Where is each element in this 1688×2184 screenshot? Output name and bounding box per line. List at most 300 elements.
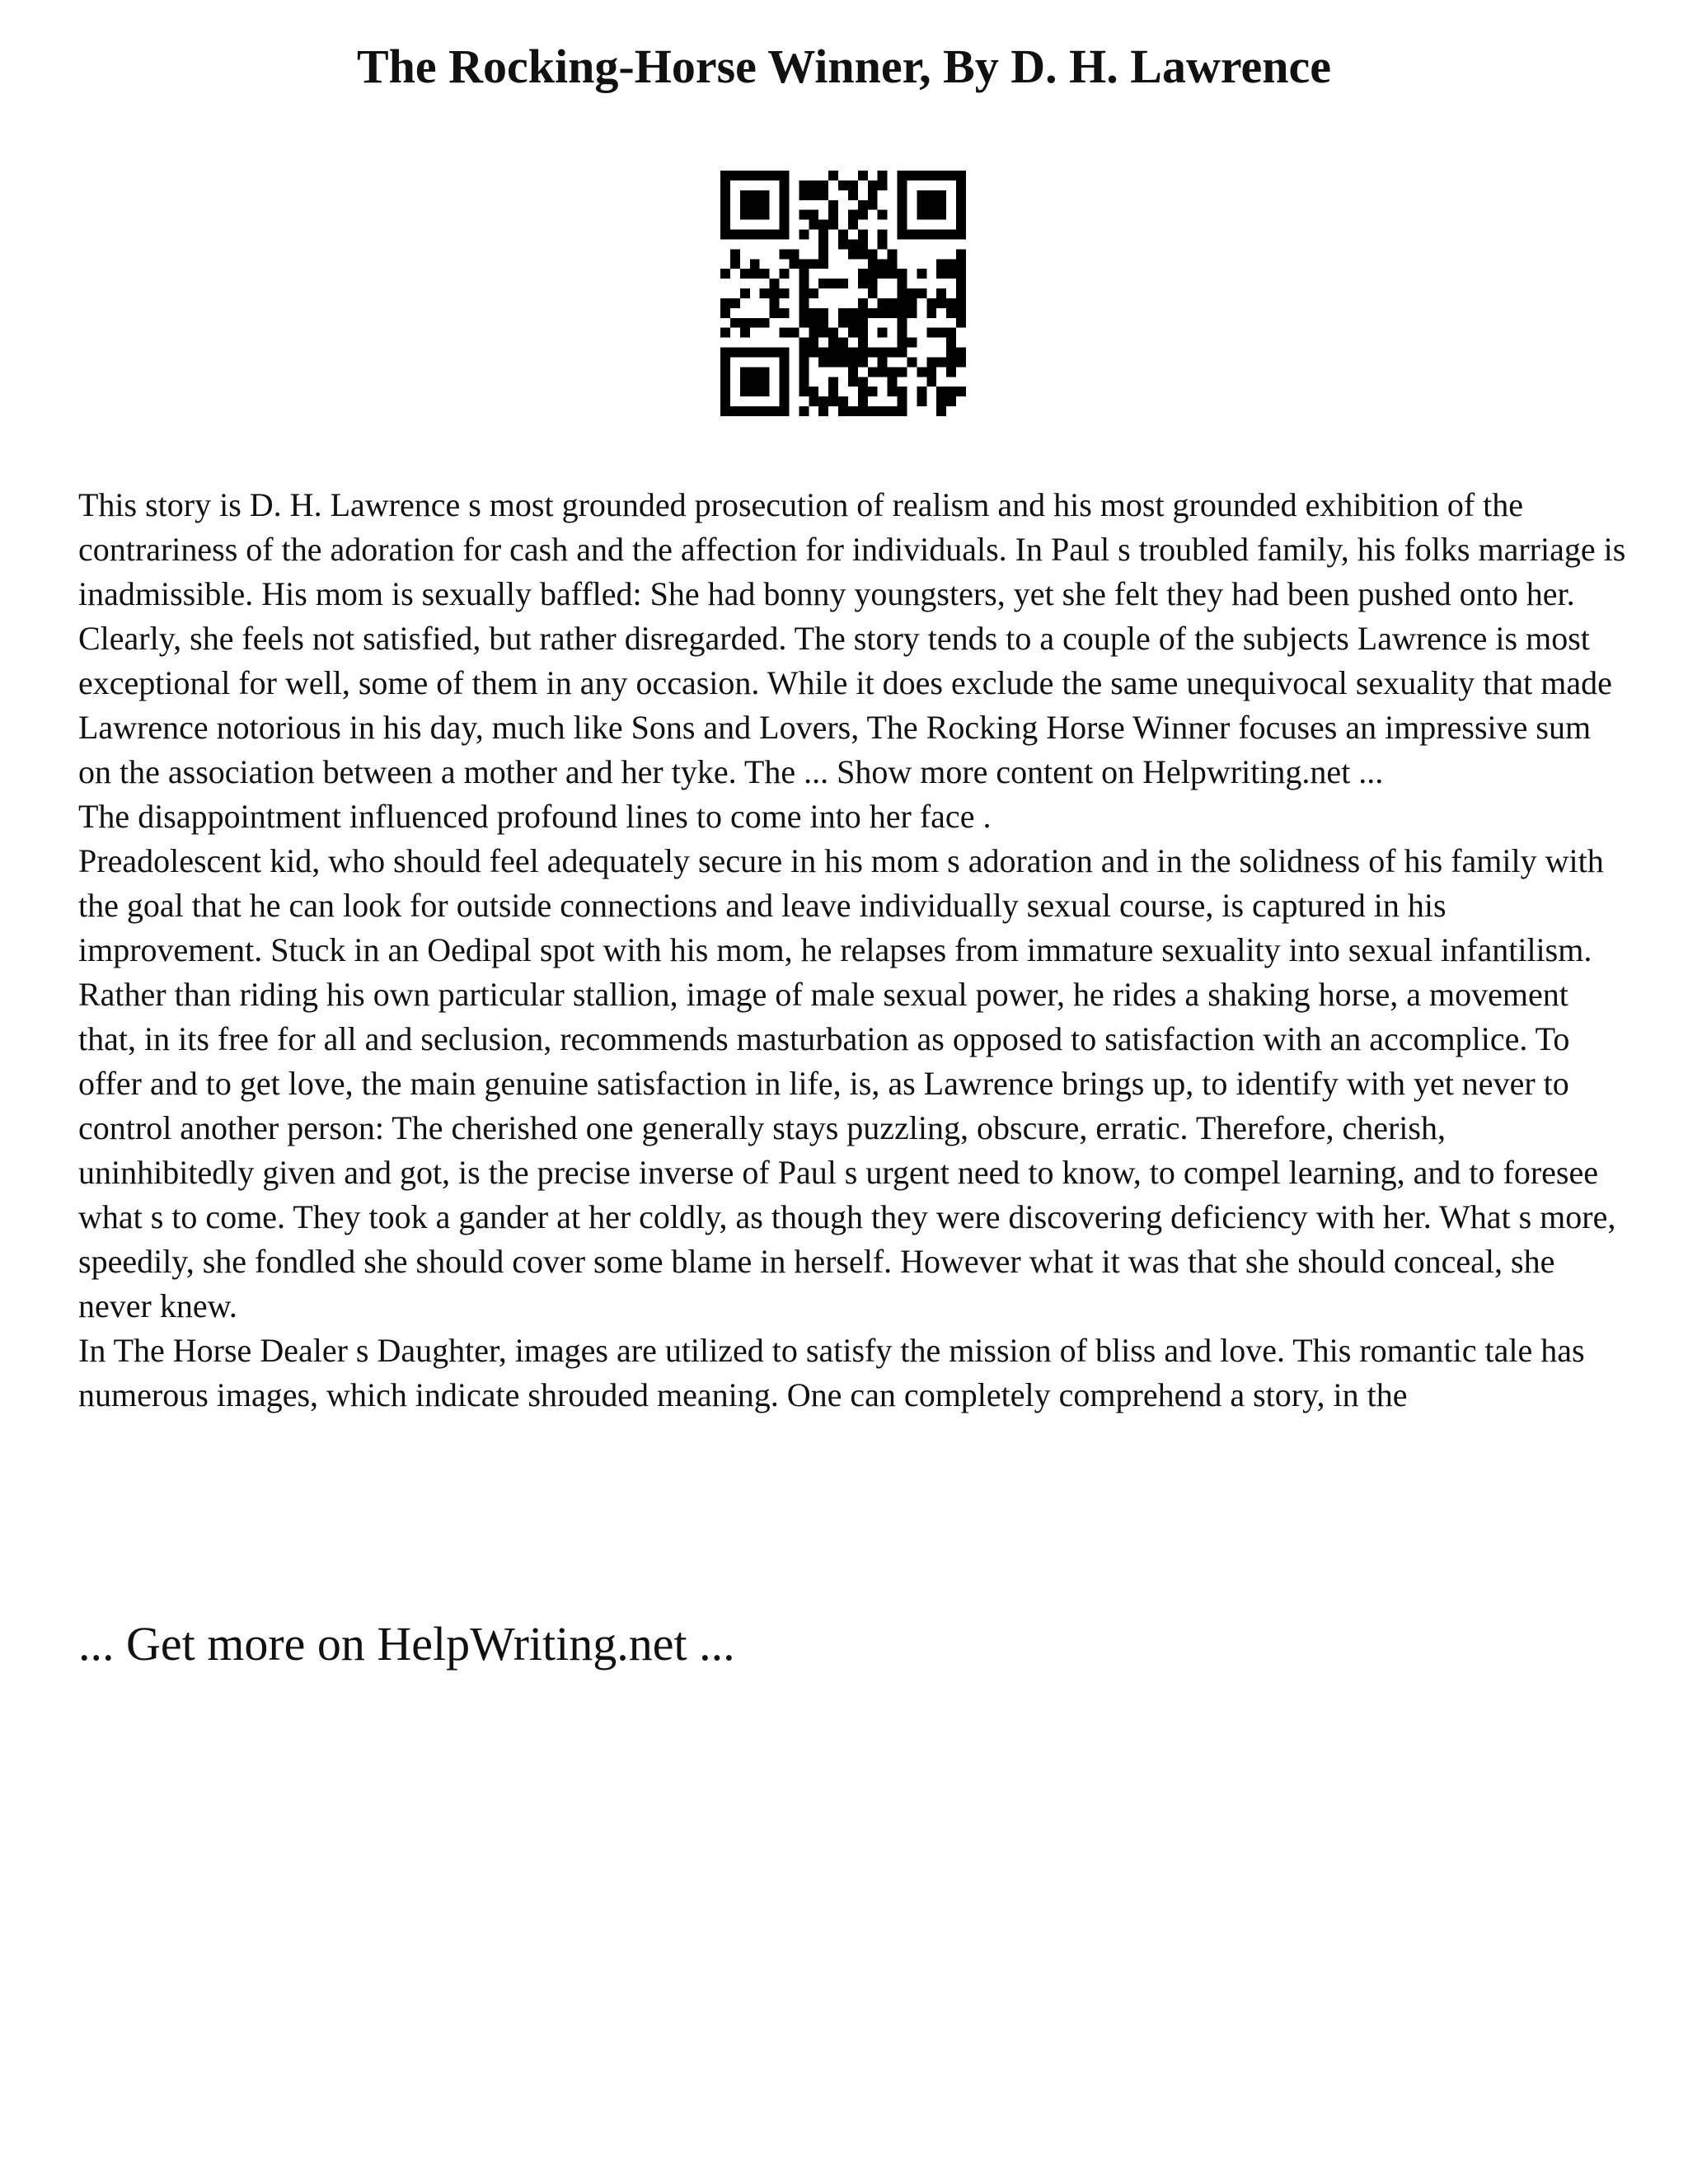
qr-module: [799, 406, 809, 416]
article-paragraph: This story is D. H. Lawrence s most grounded prosecution of realism and his most grounded exhibition of the contrariness of the adoration for cash and the affection for individuals. In Paul s troubled family, his folks marriage is inadmissible. His mom is sexually baffled: She had bonny youngsters, yet she felt they had been pushed onto her. Clearly, she feels not satisfied, but rather disregarded. The story tends to a couple of the subjects Lawrence is most exceptional for well, some of them in any occasion. While it does exclude the same unequivocal sexuality that made Lawrence notorious in his day, much like Sons and Lovers, The Rocking Horse Winner focuses an impressive sum on the association between a mother and her tyke. The ... Show more content on Helpwriting.net ...: [78, 486, 1626, 790]
qr-module: [917, 387, 926, 396]
qr-module: [956, 210, 966, 220]
qr-module: [828, 200, 838, 210]
qr-module: [838, 230, 848, 240]
qr-module: [799, 348, 809, 358]
qr-module: [898, 269, 907, 279]
qr-module: [809, 338, 818, 348]
qr-module: [917, 230, 926, 240]
qr-module: [818, 357, 828, 367]
qr-module: [858, 318, 868, 328]
qr-module: [770, 348, 780, 358]
qr-module: [750, 230, 760, 240]
qr-module: [878, 230, 888, 240]
qr-module: [740, 200, 750, 210]
qr-module: [878, 269, 888, 279]
qr-module: [750, 367, 760, 377]
qr-module: [838, 279, 848, 288]
qr-module: [818, 180, 828, 190]
qr-module: [838, 239, 848, 249]
qr-module: [848, 348, 858, 358]
qr-module: [838, 318, 848, 328]
qr-module: [848, 180, 858, 190]
qr-module: [720, 298, 730, 308]
qr-module: [898, 367, 907, 377]
qr-module: [770, 406, 780, 416]
qr-module: [946, 338, 956, 348]
qr-module: [898, 348, 907, 358]
qr-module: [720, 200, 730, 210]
qr-module: [780, 269, 790, 279]
qr-module: [917, 171, 926, 180]
qr-module: [828, 357, 838, 367]
qr-module: [848, 308, 858, 318]
qr-module: [730, 171, 740, 180]
qr-module: [878, 406, 888, 416]
qr-module: [936, 357, 946, 367]
qr-module: [936, 406, 946, 416]
qr-module: [848, 220, 858, 230]
qr-module: [780, 308, 790, 318]
qr-module: [858, 298, 868, 308]
qr-module: [720, 171, 730, 180]
get-more-link[interactable]: ... Get more on HelpWriting.net ...: [78, 1617, 735, 1671]
qr-module: [720, 367, 730, 377]
qr-module: [760, 190, 770, 200]
qr-module: [838, 180, 848, 190]
qr-module: [760, 406, 770, 416]
qr-module: [809, 259, 818, 269]
qr-module: [926, 298, 936, 308]
qr-module: [946, 387, 956, 396]
qr-module: [740, 406, 750, 416]
qr-module: [809, 220, 818, 230]
qr-module: [799, 190, 809, 200]
qr-module: [956, 308, 966, 318]
qr-module: [740, 328, 750, 338]
qr-module: [828, 279, 838, 288]
qr-module: [878, 171, 888, 180]
qr-module: [770, 230, 780, 240]
qr-module: [818, 348, 828, 358]
qr-module: [828, 377, 838, 387]
qr-module: [946, 348, 956, 358]
qr-module: [780, 387, 790, 396]
qr-module: [868, 348, 878, 358]
page-title: The Rocking-Horse Winner, By D. H. Lawrence: [356, 40, 1332, 93]
qr-module: [858, 406, 868, 416]
qr-module: [760, 210, 770, 220]
article-paragraph: Preadolescent kid, who should feel adequately secure in his mom s adoration and in the solidness of his family with the goal that he can look for outside connections and leave individually sexual course, is captured in his improvement. Stuck in an Oedipal spot with his mom, he relapses from immature sexuality into sexual infantilism. Rather than riding his own particular stallion, image of male sexual power, he rides a shaking horse, a movement that, in its free for all and seclusion, recommends masturbation as opposed to satisfaction with an accomplice. To offer and to get love, the main genuine satisfaction in life, is, as Lawrence brings up, to identify with yet never to control another person: The cherished one generally stays puzzling, obscure, erratic. Therefore, cherish, uninhibitedly given and got, is the precise inverse of Paul s urgent need to know, to compel learning, and to foresee what s to come. They took a gander at her coldly, as though they were discovering deficiency with her. What s more, speedily, she fondled she should cover some blame in herself. However what it was that she should conceal, she never knew.: [78, 842, 1616, 1324]
qr-module: [878, 210, 888, 220]
article-paragraph: The disappointment influenced profound lines to come into her face .: [78, 798, 992, 835]
qr-module: [956, 259, 966, 269]
qr-module: [838, 396, 848, 406]
qr-module: [848, 239, 858, 249]
qr-module: [740, 210, 750, 220]
qr-module: [936, 396, 946, 406]
qr-module: [936, 171, 946, 180]
qr-module: [740, 387, 750, 396]
qr-module: [799, 279, 809, 288]
article-paragraph: In The Horse Dealer s Daughter, images are utilized to satisfy the mission of bliss and love. This romantic tale has numerous images, which indicate shrouded meaning. One can completely comprehend a story, in the: [78, 1332, 1585, 1413]
qr-module: [898, 171, 907, 180]
qr-module: [926, 190, 936, 200]
qr-module: [760, 269, 770, 279]
qr-module: [848, 357, 858, 367]
qr-module: [917, 367, 926, 377]
qr-module: [888, 348, 898, 358]
qr-module: [858, 269, 868, 279]
qr-module: [740, 367, 750, 377]
qr-module: [898, 200, 907, 210]
qr-module: [936, 210, 946, 220]
qr-module: [720, 387, 730, 396]
qr-module: [868, 249, 878, 259]
qr-module: [828, 338, 838, 348]
qr-module: [828, 171, 838, 180]
qr-module: [848, 210, 858, 220]
qr-module: [878, 367, 888, 377]
qr-module: [878, 357, 888, 367]
qr-module: [750, 377, 760, 387]
qr-module: [956, 180, 966, 190]
qr-module: [799, 259, 809, 269]
qr-module: [868, 279, 878, 288]
qr-module: [750, 318, 760, 328]
qr-module: [760, 318, 770, 328]
qr-code-graphic: [720, 171, 966, 416]
qr-module: [760, 230, 770, 240]
qr-module: [888, 269, 898, 279]
qr-module: [917, 269, 926, 279]
qr-module: [720, 308, 730, 318]
qr-module: [799, 318, 809, 328]
qr-module: [760, 377, 770, 387]
qr-module: [888, 308, 898, 318]
qr-module: [956, 220, 966, 230]
qr-module: [750, 190, 760, 200]
qr-module: [946, 308, 956, 318]
qr-module: [760, 171, 770, 180]
qr-module: [917, 396, 926, 406]
qr-module: [926, 210, 936, 220]
qr-module: [780, 230, 790, 240]
qr-module: [878, 239, 888, 249]
qr-module: [780, 396, 790, 406]
qr-module: [868, 200, 878, 210]
qr-module: [848, 406, 858, 416]
qr-module: [956, 348, 966, 358]
qr-module: [818, 396, 828, 406]
qr-module: [740, 269, 750, 279]
qr-module: [936, 230, 946, 240]
qr-module: [858, 377, 868, 387]
qr-module: [878, 328, 888, 338]
qr-module: [750, 406, 760, 416]
qr-module: [750, 171, 760, 180]
qr-module: [770, 298, 780, 308]
qr-module: [936, 259, 946, 269]
qr-module: [936, 288, 946, 298]
qr-module: [946, 298, 956, 308]
qr-module: [956, 288, 966, 298]
qr-module: [720, 348, 730, 358]
qr-module: [868, 259, 878, 269]
qr-module: [878, 348, 888, 358]
qr-module: [858, 396, 868, 406]
qr-module: [789, 249, 799, 259]
qr-module: [898, 318, 907, 328]
qr-module: [946, 171, 956, 180]
qr-module: [848, 377, 858, 387]
qr-module: [848, 190, 858, 200]
qr-module: [838, 406, 848, 416]
qr-module: [838, 338, 848, 348]
qr-module: [809, 210, 818, 220]
qr-module: [818, 230, 828, 240]
qr-module: [936, 298, 946, 308]
qr-module: [740, 190, 750, 200]
qr-module: [780, 210, 790, 220]
qr-module: [888, 249, 898, 259]
qr-module: [720, 406, 730, 416]
qr-module: [888, 367, 898, 377]
qr-module: [926, 357, 936, 367]
qr-module: [858, 171, 868, 180]
qr-module: [780, 348, 790, 358]
qr-module: [720, 190, 730, 200]
qr-module: [740, 318, 750, 328]
qr-module: [858, 249, 868, 259]
qr-module: [770, 279, 780, 288]
qr-module: [868, 180, 878, 190]
qr-module: [760, 367, 770, 377]
qr-module: [720, 230, 730, 240]
qr-module: [956, 190, 966, 200]
qr-module: [926, 328, 936, 338]
qr-module: [898, 288, 907, 298]
qr-module: [780, 190, 790, 200]
qr-module: [799, 269, 809, 279]
qr-module: [956, 200, 966, 210]
qr-module: [770, 288, 780, 298]
qr-module: [780, 171, 790, 180]
qr-module: [809, 396, 818, 406]
qr-module: [809, 318, 818, 328]
qr-module: [809, 387, 818, 396]
qr-module: [720, 396, 730, 406]
qr-module: [799, 288, 809, 298]
qr-module: [780, 357, 790, 367]
qr-module: [888, 377, 898, 387]
qr-module: [809, 348, 818, 358]
qr-module: [917, 288, 926, 298]
qr-module: [936, 328, 946, 338]
qr-module: [770, 171, 780, 180]
qr-module: [828, 210, 838, 220]
qr-module: [898, 396, 907, 406]
qr-module: [858, 200, 868, 210]
qr-module: [878, 259, 888, 269]
qr-module: [956, 279, 966, 288]
qr-module: [917, 210, 926, 220]
qr-module: [888, 259, 898, 269]
qr-module: [946, 328, 956, 338]
qr-module: [720, 210, 730, 220]
qr-module: [838, 348, 848, 358]
qr-module: [898, 180, 907, 190]
qr-module: [868, 387, 878, 396]
qr-module: [868, 269, 878, 279]
qr-module: [898, 220, 907, 230]
qr-module: [858, 357, 868, 367]
qr-module: [828, 348, 838, 358]
qr-module: [936, 190, 946, 200]
qr-module: [898, 279, 907, 288]
qr-module: [926, 308, 936, 318]
qr-module: [907, 357, 917, 367]
qr-module: [858, 338, 868, 348]
qr-module: [750, 348, 760, 358]
qr-module: [858, 387, 868, 396]
qr-module: [780, 377, 790, 387]
qr-module: [868, 406, 878, 416]
qr-module: [848, 367, 858, 377]
qr-module: [868, 367, 878, 377]
qr-module: [828, 396, 838, 406]
qr-module: [956, 387, 966, 396]
qr-module: [907, 171, 917, 180]
qr-module: [888, 387, 898, 396]
qr-module: [828, 328, 838, 338]
qr-module: [720, 180, 730, 190]
qr-module: [730, 318, 740, 328]
qr-module: [720, 328, 730, 338]
qr-module: [858, 308, 868, 318]
qr-module: [898, 406, 907, 416]
qr-module: [907, 230, 917, 240]
qr-module: [828, 220, 838, 230]
qr-module: [730, 259, 740, 269]
qr-module: [799, 210, 809, 220]
qr-module: [917, 200, 926, 210]
qr-module: [799, 180, 809, 190]
qr-module: [730, 406, 740, 416]
qr-module: [926, 367, 936, 377]
qr-module: [946, 357, 956, 367]
qr-module: [750, 210, 760, 220]
article-body: [78, 483, 1628, 1418]
qr-module: [907, 288, 917, 298]
qr-module: [720, 377, 730, 387]
qr-module: [809, 288, 818, 298]
qr-module: [818, 279, 828, 288]
qr-module: [818, 249, 828, 259]
qr-module: [888, 298, 898, 308]
qr-module: [780, 288, 790, 298]
qr-module: [780, 220, 790, 230]
qr-module: [818, 259, 828, 269]
qr-module: [818, 239, 828, 249]
qr-module: [898, 298, 907, 308]
qr-module: [799, 357, 809, 367]
qr-module: [720, 269, 730, 279]
qr-module: [858, 210, 868, 220]
qr-module: [730, 298, 740, 308]
qr-module: [838, 357, 848, 367]
qr-module: [740, 288, 750, 298]
qr-module: [926, 230, 936, 240]
qr-module: [858, 348, 868, 358]
qr-module: [848, 328, 858, 338]
qr-module: [926, 377, 936, 387]
qr-module: [770, 308, 780, 318]
qr-module: [818, 308, 828, 318]
qr-module: [878, 180, 888, 190]
qr-module: [750, 200, 760, 210]
qr-module: [720, 220, 730, 230]
qr-module: [740, 377, 750, 387]
qr-module: [926, 171, 936, 180]
qr-module: [780, 406, 790, 416]
qr-module: [730, 249, 740, 259]
qr-module: [858, 279, 868, 288]
qr-module: [848, 318, 858, 328]
qr-module: [936, 387, 946, 396]
qr-module: [956, 298, 966, 308]
qr-module: [956, 269, 966, 279]
qr-module: [828, 387, 838, 396]
qr-module: [760, 288, 770, 298]
qr-module: [956, 318, 966, 328]
qr-module: [818, 190, 828, 200]
qr-module: [799, 377, 809, 387]
qr-module: [750, 387, 760, 396]
qr-module: [878, 298, 888, 308]
qr-module: [956, 171, 966, 180]
qr-module: [907, 298, 917, 308]
qr-module: [818, 328, 828, 338]
qr-module: [946, 230, 956, 240]
qr-module: [780, 200, 790, 210]
qr-module: [780, 367, 790, 377]
qr-module: [956, 357, 966, 367]
qr-module: [809, 190, 818, 200]
qr-module: [868, 288, 878, 298]
qr-module: [898, 338, 907, 348]
qr-module: [907, 338, 917, 348]
qr-module: [780, 249, 790, 259]
qr-module: [780, 180, 790, 190]
qr-module: [818, 318, 828, 328]
qr-module: [818, 220, 828, 230]
qr-module: [898, 210, 907, 220]
qr-module: [838, 308, 848, 318]
qr-module: [760, 387, 770, 396]
qr-module: [730, 230, 740, 240]
qr-module: [926, 200, 936, 210]
qr-module: [888, 406, 898, 416]
qr-module: [809, 308, 818, 318]
qr-module: [917, 190, 926, 200]
qr-module: [946, 367, 956, 377]
qr-module: [898, 387, 907, 396]
qr-module: [780, 328, 790, 338]
qr-module: [858, 328, 868, 338]
qr-module: [848, 249, 858, 259]
qr-module: [809, 180, 818, 190]
